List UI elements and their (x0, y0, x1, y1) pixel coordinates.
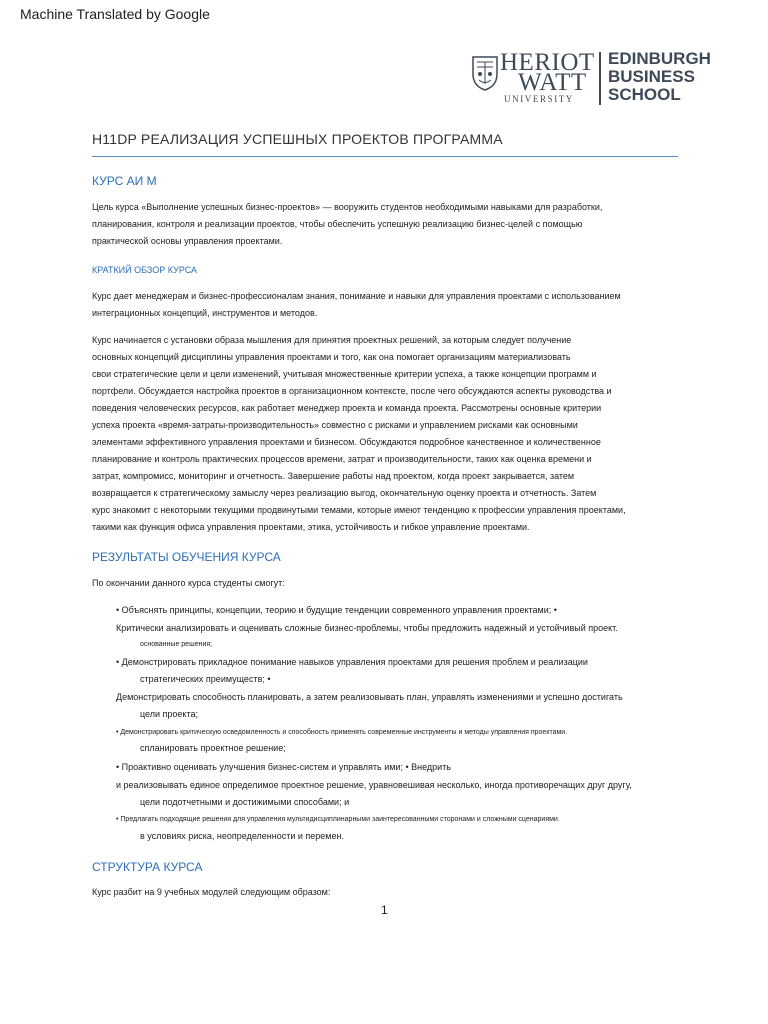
outcome-item: Критически анализировать и оценивать сложные бизнес-проблемы, чтобы предложить надежный и устойчивый проект. (116, 623, 618, 633)
university-crest-icon (470, 54, 500, 92)
outcome-item: • Демонстрировать прикладное понимание навыков управления проектами для решения проблем и реализации (116, 657, 588, 667)
text-line: основных концепций дисциплины управления проектами и того, как она помогает организациям материализовать (92, 352, 571, 362)
logo-watt: WATT (518, 69, 587, 96)
title-underline (92, 156, 678, 157)
text-line: Курс начинается с установки образа мышления для принятия проектных решений, за которым следует получение (92, 335, 572, 345)
overview-paragraph-2 (92, 332, 682, 536)
text-line: практической основы управления проектами. (92, 236, 283, 246)
text-line: свои стратегические цели и цели изменений, учитывая множественные критерии успеха, а также концепции программ и (92, 369, 597, 379)
text-line: интеграционных концепций, инструментов и методов. (92, 308, 318, 318)
overview-heading: КРАТКИЙ ОБЗОР КУРСА (92, 265, 198, 275)
outcome-item: • Объяснять принципы, концепции, теорию и будущие тенденции современного управления проектами; • (116, 605, 557, 615)
outcome-item-continuation: цели подотчетными и достижимыми способами; и (140, 797, 350, 807)
outcome-item-continuation: спланировать проектное решение; (140, 743, 286, 753)
outcomes-heading: РЕЗУЛЬТАТЫ ОБУЧЕНИЯ КУРСА (92, 550, 281, 564)
structure-heading: СТРУКТУРА КУРСА (92, 860, 203, 874)
logo-ebs-line: EDINBURGH (608, 49, 711, 68)
text-line: планирование и контроль практических процессов времени, затрат и производительности, таких как оценка времени и (92, 454, 592, 464)
text-line: успеха проекта «время-затраты-производительность» совместно с рисками и управлением рисками как основными (92, 420, 578, 430)
outcome-item: и реализовывать единое определимое проектное решение, уравновешивая несколько, иногда противоречащих друг другу, (116, 780, 632, 790)
outcome-item-continuation: стратегических преимуществ; • (140, 674, 271, 684)
logo-ebs-line: SCHOOL (608, 85, 681, 104)
text-line: затрат, компромисс, мониторинг и отчетность. Завершение работы над проектом, когда проект закрывается, затем (92, 471, 575, 481)
heriot-watt-ebs-logo (470, 50, 720, 108)
text-line: Курс дает менеджерам и бизнес-профессионалам знания, понимание и навыки для управления проектами с использованием (92, 291, 621, 301)
outcome-item: Демонстрировать способность планировать, а затем реализовывать план, управлять изменениями и успешно достигать (116, 692, 623, 702)
aim-heading: КУРС АИ М (92, 174, 157, 188)
logo-university: UNIVERSITY (504, 94, 574, 104)
outcome-item-continuation: основанные решения; (140, 641, 213, 648)
logo-divider (599, 52, 601, 105)
overview-paragraph-1 (92, 288, 682, 322)
text-line: Цель курса «Выполнение успешных бизнес-проектов» — вооружить студентов необходимыми навыками для разработки, (92, 202, 603, 212)
text-line: поведения человеческих ресурсов, как работает менеджер проекта и команда проекта. Рассмотрены основные критерии (92, 403, 602, 413)
outcomes-intro: По окончании данного курса студенты смогут: (92, 578, 285, 588)
outcome-item: • Демонстрировать критическую осведомленность и способность применять современные инструменты и методы управления проектами. (116, 729, 568, 736)
text-line: планирования, контроля и реализации проектов, чтобы обеспечить успешную реализацию бизнес-целей с помощью (92, 219, 583, 229)
page-number: 1 (381, 903, 388, 917)
aim-paragraph (92, 199, 682, 250)
heriot-watt-logo (470, 49, 595, 108)
logo-ebs-line: BUSINESS (608, 67, 695, 86)
structure-intro: Курс разбит на 9 учебных модулей следующим образом: (92, 887, 331, 897)
edinburgh-business-school-logo (608, 50, 711, 104)
text-line: элементами эффективного управления проектами и бизнесом. Обсуждаются подробное качественное и количественное (92, 437, 601, 447)
machine-translation-banner: Machine Translated by Google (20, 6, 210, 22)
logo-heriot: HERIOT (500, 49, 595, 76)
outcome-item: • Проактивно оценивать улучшения бизнес-систем и управлять ими; • Внедрить (116, 762, 451, 772)
text-line: портфели. Обсуждается настройка проектов в организационном контексте, после чего обсуждаются аспекты руководства и (92, 386, 612, 396)
text-line: курс знакомит с некоторыми текущими продвинутыми темами, которые имеют тенденцию к профессии управления проектами, (92, 505, 626, 515)
outcome-item-continuation: в условиях риска, неопределенности и перемен. (140, 831, 344, 841)
text-line: возвращается к стратегическому замыслу через реализацию выгод, окончательную оценку проекта и отчетность. Затем (92, 488, 597, 498)
document-title: H11DP РЕАЛИЗАЦИЯ УСПЕШНЫХ ПРОЕКТОВ ПРОГРАММА (92, 131, 503, 147)
outcome-item: • Предлагать подходящие решения для управления мультидисциплинарными заинтересованными сторонами и сложными сценариями. (116, 816, 560, 823)
text-line: такими как функция офиса управления проектами, этика, устойчивость и гибкое управление проектами. (92, 522, 530, 532)
outcome-item-continuation: цели проекта; (140, 709, 198, 719)
